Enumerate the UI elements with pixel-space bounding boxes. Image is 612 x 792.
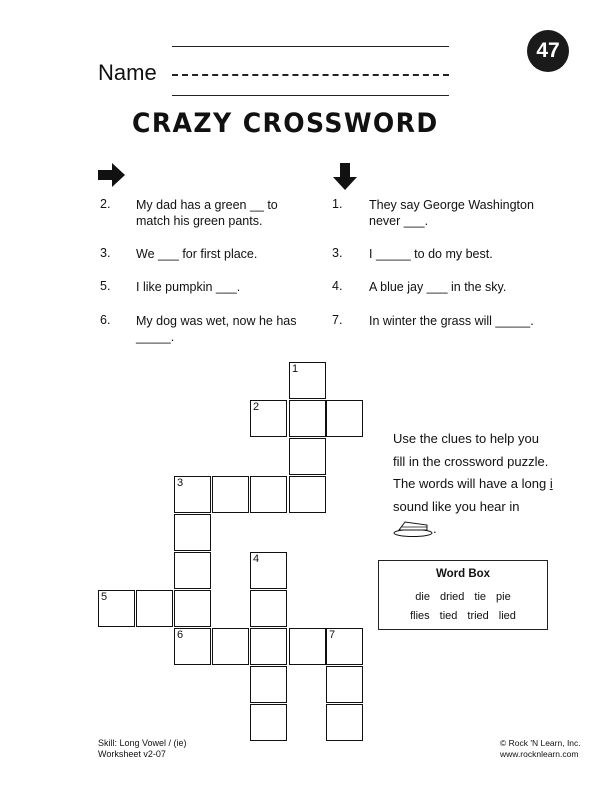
cell-number: 6: [177, 629, 184, 641]
crossword-cell[interactable]: [289, 438, 326, 475]
down-clue-text: In winter the grass will _____.: [369, 314, 534, 328]
instructions-part: sound like you hear in: [393, 498, 520, 514]
crossword-cell[interactable]: [250, 704, 287, 741]
crossword-cell[interactable]: [289, 476, 326, 513]
word-box-word: flies: [410, 610, 430, 622]
cell-number: 2: [253, 401, 260, 413]
word-box-row: [379, 591, 547, 603]
crossword-cell[interactable]: [289, 400, 326, 437]
word-box-word: tried: [467, 610, 489, 622]
word-box-word: dried: [439, 591, 465, 603]
instructions-text: [393, 428, 553, 541]
crossword-cell[interactable]: [326, 628, 363, 665]
crossword-cell[interactable]: [212, 476, 249, 513]
word-box-title: Word Box: [435, 568, 491, 580]
down-clue-text: A blue jay ___ in the sky.: [369, 280, 507, 294]
across-clue-number: 5.: [100, 279, 111, 293]
word-box: [378, 560, 548, 630]
cell-number: 4: [253, 553, 260, 565]
down-clue-text: They say George Washington never ___.: [369, 198, 534, 228]
word-box-word: die: [415, 591, 430, 603]
crossword-cell[interactable]: [174, 552, 211, 589]
crossword-cell[interactable]: [250, 666, 287, 703]
crossword-cell[interactable]: [98, 590, 135, 627]
cell-number: 1: [292, 363, 299, 375]
word-box-word: tie: [474, 591, 487, 603]
crossword-cell[interactable]: [174, 628, 211, 665]
crossword-cell[interactable]: [289, 628, 326, 665]
crossword-cell[interactable]: [212, 628, 249, 665]
arrow-down-icon: [333, 163, 357, 191]
word-box-word: pie: [496, 591, 511, 603]
skill-text: Skill: Long Vowel / (ie): [98, 738, 187, 748]
down-clue-number: 1.: [332, 197, 343, 211]
instructions-part: Use the clues to help you fill in the crossword puzzle. The words will have a long: [393, 431, 550, 491]
crossword-cell[interactable]: [250, 400, 287, 437]
crossword-cell[interactable]: [250, 628, 287, 665]
down-clue-number: 3.: [332, 246, 343, 260]
crossword-cell[interactable]: [174, 514, 211, 551]
across-clue-text: My dad has a green __ to match his green pants.: [136, 198, 278, 228]
crossword-cell[interactable]: [326, 666, 363, 703]
across-clue-number: 6.: [100, 313, 111, 327]
down-clue-text: I _____ to do my best.: [369, 247, 493, 261]
pie-slice-icon: [393, 519, 433, 537]
crossword-cell[interactable]: [250, 590, 287, 627]
cell-number: 5: [101, 591, 108, 603]
crossword-cell[interactable]: [289, 362, 326, 399]
down-clue-number: 7.: [332, 313, 343, 327]
footer-copyright: [500, 738, 581, 760]
worksheet-id: Worksheet v2-07: [98, 749, 166, 759]
crossword-cell[interactable]: [250, 552, 287, 589]
across-clue-number: 3.: [100, 246, 111, 260]
crossword-cell[interactable]: [174, 476, 211, 513]
name-label: Name: [98, 60, 157, 85]
across-clue-text: I like pumpkin ___.: [136, 280, 241, 294]
footer-skill: [98, 738, 187, 760]
name-dashed-line[interactable]: [172, 74, 449, 76]
crossword-cell[interactable]: [326, 704, 363, 741]
page-number-badge: 47: [527, 30, 569, 72]
across-clue-number: 2.: [100, 197, 111, 211]
name-top-line: [172, 46, 449, 47]
cell-number: 3: [177, 477, 184, 489]
crossword-cell[interactable]: [326, 400, 363, 437]
word-box-word: lied: [498, 610, 516, 622]
down-clue-number: 4.: [332, 279, 343, 293]
crossword-cell[interactable]: [174, 590, 211, 627]
website-link[interactable]: www.rocknlearn.com: [500, 749, 579, 759]
word-box-row: [379, 610, 547, 622]
arrow-right-icon: [98, 163, 126, 187]
across-clue-text: My dog was wet, now he has _____.: [136, 314, 297, 344]
crossword-cell[interactable]: [250, 476, 287, 513]
across-clue-text: We ___ for first place.: [136, 247, 258, 261]
instructions-letter: i: [549, 476, 553, 491]
word-box-word: tied: [439, 610, 458, 622]
name-bottom-line: [172, 95, 449, 96]
instructions-part: .: [433, 521, 437, 536]
copyright-text: © Rock 'N Learn, Inc.: [500, 738, 581, 748]
worksheet-title: CRAZY CROSSWORD: [132, 108, 439, 139]
cell-number: 7: [329, 629, 336, 641]
crossword-cell[interactable]: [136, 590, 173, 627]
